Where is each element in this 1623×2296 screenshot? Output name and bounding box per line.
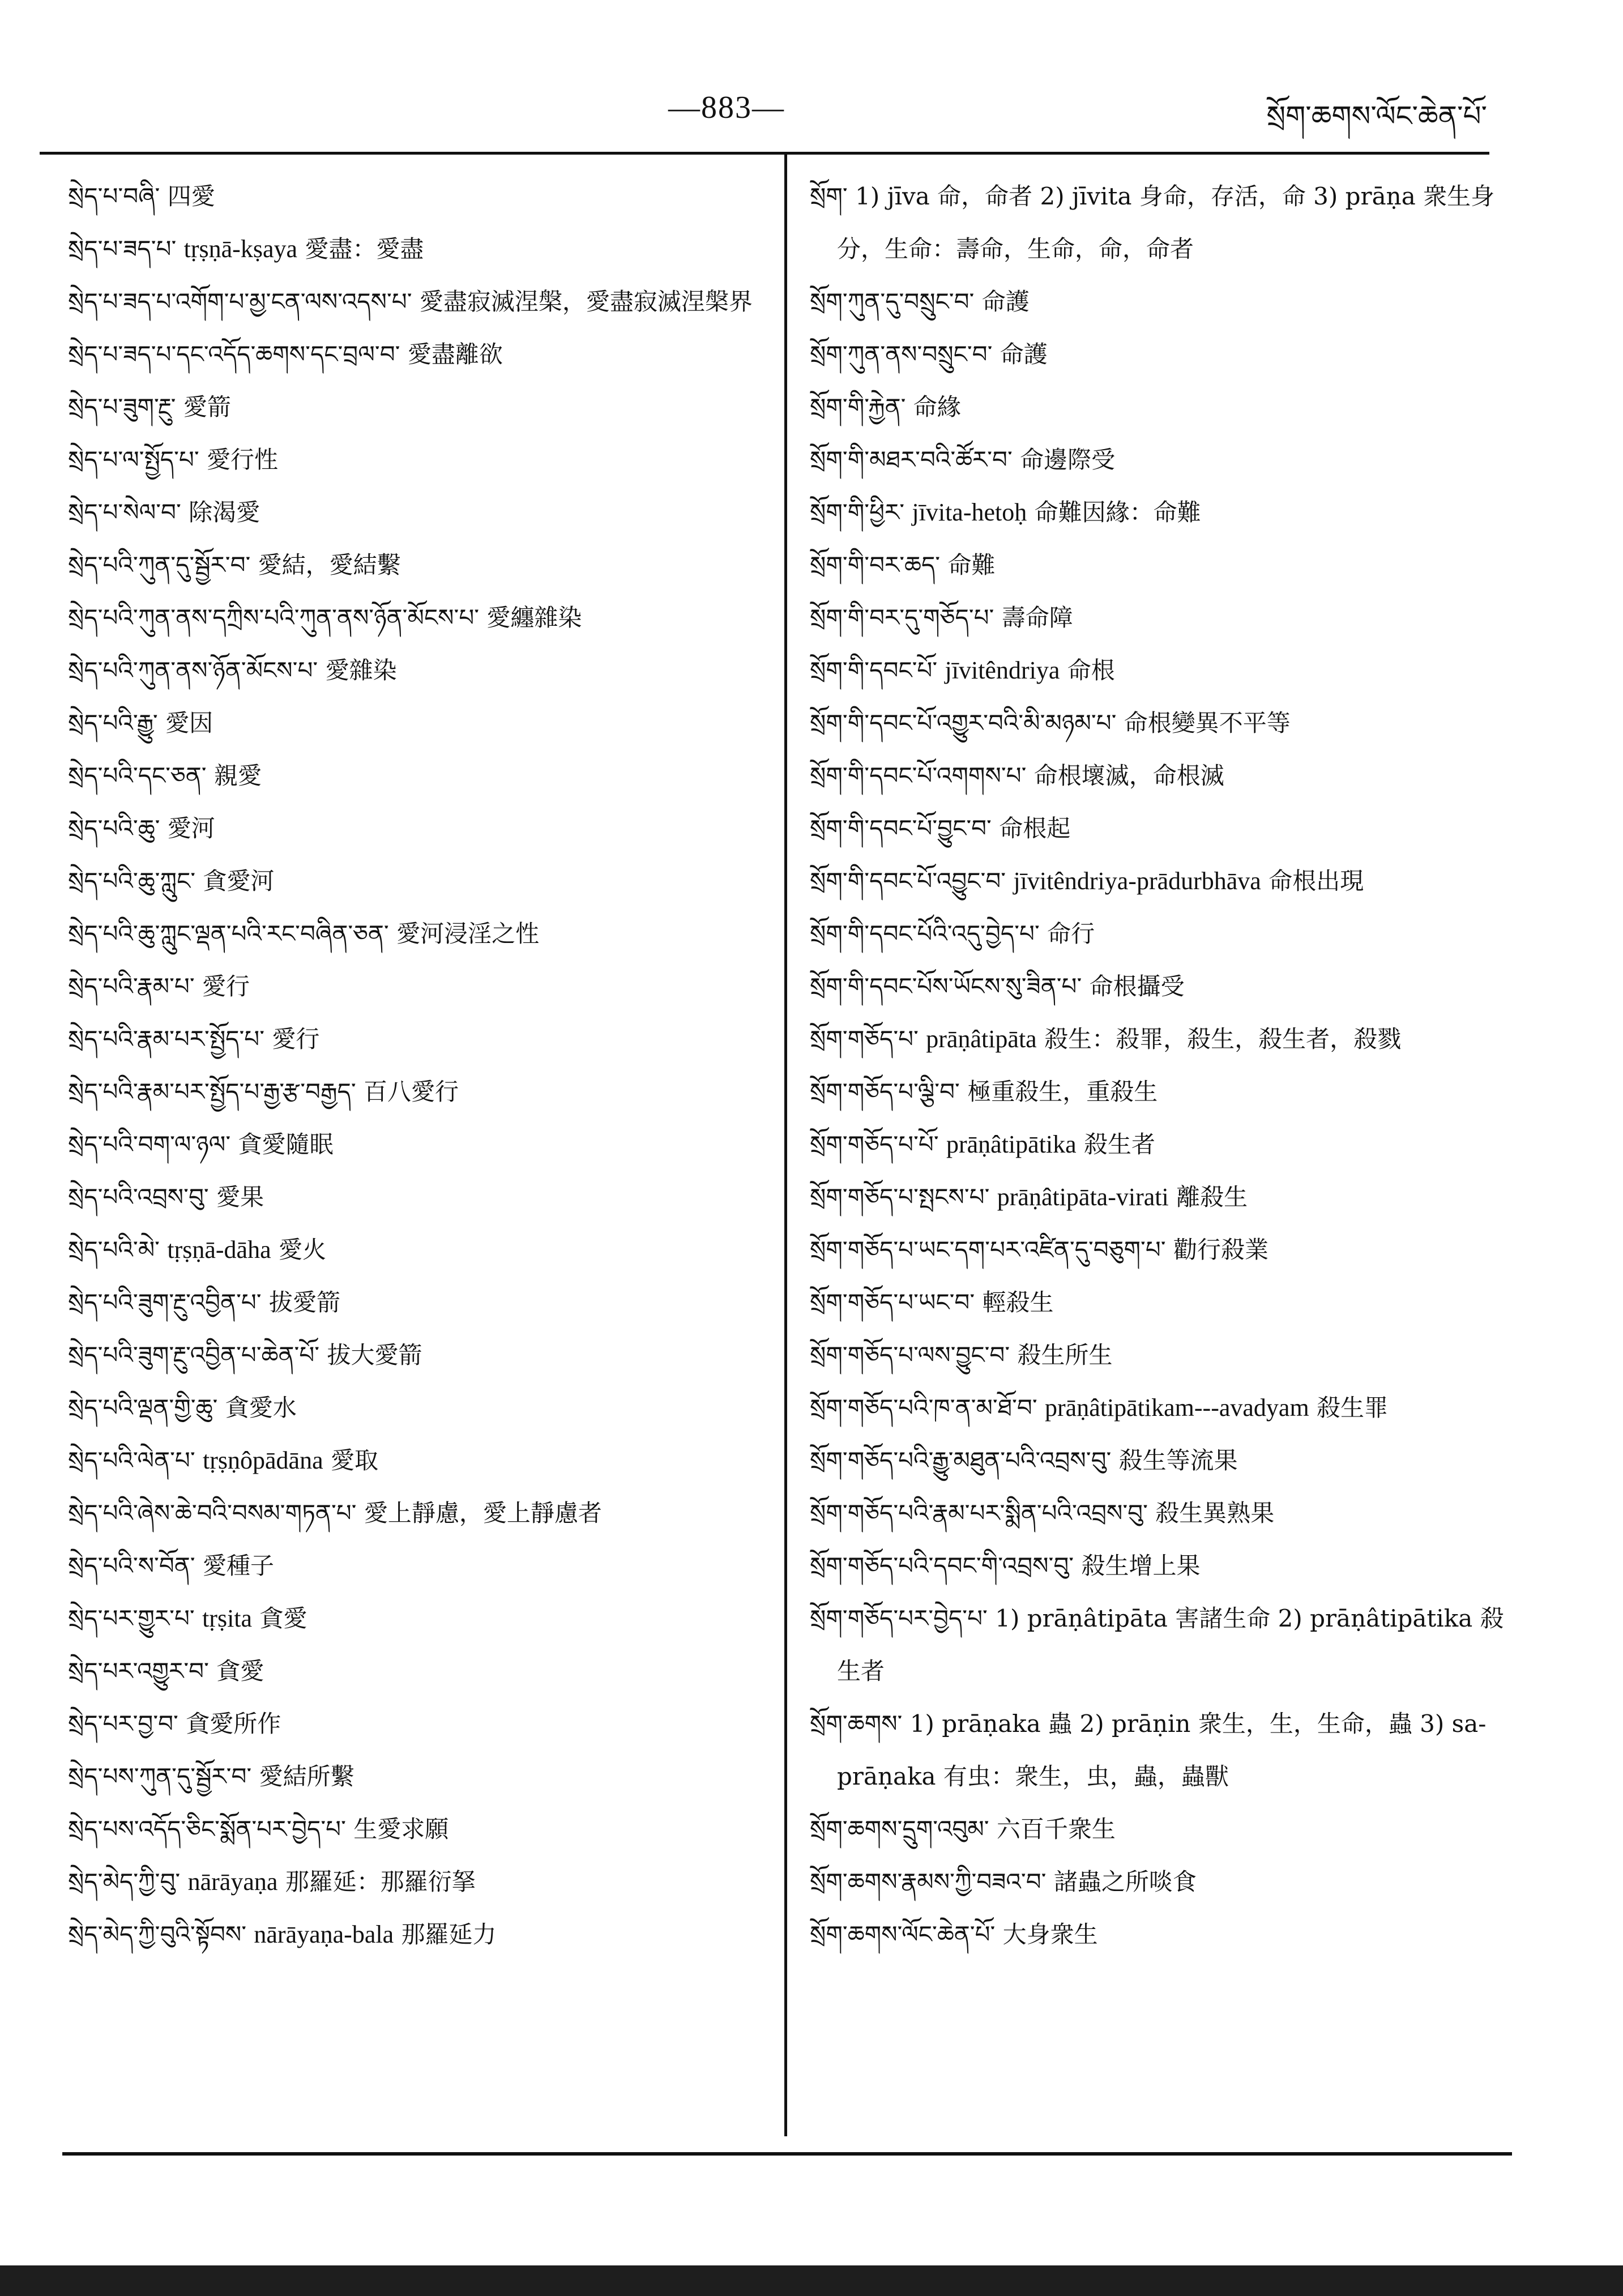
chinese-gloss: 輕殺生: [982, 1288, 1054, 1316]
dictionary-entry: [68, 1908, 776, 1961]
chinese-gloss: 愛盡：愛盡: [305, 235, 424, 263]
chinese-gloss: 離殺生: [1176, 1183, 1248, 1211]
chinese-gloss: 愛果: [216, 1183, 264, 1211]
chinese-gloss: 除渴愛: [189, 498, 260, 526]
tibetan-term: སྲོག་ཀུན་ནས་བསྲུང་བ་: [810, 340, 993, 368]
dictionary-entry: [68, 1381, 776, 1434]
chinese-gloss: 愛上靜慮，愛上靜慮者: [364, 1499, 602, 1527]
tibetan-term: སྲེད་པར་གྱུར་པ་: [68, 1604, 195, 1632]
chinese-gloss: 那羅延力: [401, 1921, 497, 1948]
tibetan-term: སྲོག་ཆགས་: [810, 1710, 903, 1738]
chinese-gloss: 1) jīva 命，命者 2) jīvita 身命，存活，命 3) prāṇa 衆生身分，生命：壽命，生命，命，命者: [837, 182, 1495, 263]
dictionary-entry: [810, 591, 1518, 644]
chinese-gloss: 命根變異不平等: [1124, 709, 1291, 737]
dictionary-entry: [68, 1697, 776, 1750]
dictionary-entry: [68, 1013, 776, 1065]
dictionary-entry: [68, 1539, 776, 1592]
sanskrit-equivalent: tṛṣṇôpādāna: [203, 1446, 323, 1474]
dictionary-entry: [810, 381, 1518, 433]
tibetan-term: སྲོག་གཅོད་པ་ལས་བྱུང་བ་: [810, 1341, 1010, 1369]
dictionary-entry: [810, 1065, 1518, 1118]
chinese-gloss: 殺生等流果: [1118, 1446, 1238, 1474]
dictionary-entry: [810, 960, 1518, 1013]
tibetan-term: སྲེད་མེད་ཀྱི་བུ་: [68, 1868, 181, 1896]
tibetan-term: སྲེད་པའི་རྒྱུ་: [68, 709, 158, 737]
tibetan-term: སྲོག་གཅོད་པ་: [810, 1025, 919, 1053]
running-head: སྲོག་ཆགས་ལོང་ཆེན་པོ་: [1266, 100, 1487, 133]
chinese-gloss: 愛纏雜染: [486, 604, 582, 631]
dictionary-entry: [810, 1487, 1518, 1539]
dictionary-entry: [68, 1855, 776, 1908]
chinese-gloss: 拔大愛箭: [327, 1341, 422, 1369]
tibetan-term: སྲེད་པའི་ས་བོན་: [68, 1552, 195, 1580]
left-column: [68, 170, 776, 1961]
tibetan-term: སྲོག་གཅོད་པའི་ཁ་ན་མ་ཐོ་བ་: [810, 1394, 1037, 1422]
right-column: [810, 170, 1518, 1961]
dictionary-entry: [810, 802, 1518, 855]
chinese-gloss: 大身衆生: [1002, 1921, 1098, 1948]
tibetan-term: སྲོག་གི་དབང་པོས་ཡོངས་སུ་ཟིན་པ་: [810, 972, 1082, 1000]
dictionary-entry: [810, 749, 1518, 802]
tibetan-term: སྲོག་གི་བར་དུ་གཅོད་པ་: [810, 604, 994, 631]
chinese-gloss: 愛雜染: [325, 656, 397, 684]
chinese-gloss: 殺生所生: [1017, 1341, 1113, 1369]
tibetan-term: སྲེད་པ་བཞི་: [68, 182, 160, 210]
tibetan-term: སྲེད་པ་སེལ་བ་: [68, 498, 181, 526]
chinese-gloss: 四愛: [167, 182, 215, 210]
tibetan-term: སྲོག་གི་དབང་པོ་འགྱུར་བའི་མི་མཉམ་པ་: [810, 709, 1117, 737]
tibetan-term: སྲོག་གཅོད་པ་སྤངས་པ་: [810, 1183, 990, 1211]
chinese-gloss: 殺生：殺罪，殺生，殺生者，殺戮: [1044, 1025, 1402, 1053]
chinese-gloss: 殺生增上果: [1081, 1552, 1201, 1580]
dictionary-entry: [68, 539, 776, 591]
chinese-gloss: 那羅延：那羅衍拏: [285, 1868, 476, 1896]
dictionary-entry: [68, 1065, 776, 1118]
dictionary-entry: [68, 381, 776, 433]
chinese-gloss: 1) prāṇâtipāta 害諸生命 2) prāṇâtipātika 殺生者: [837, 1604, 1504, 1685]
dictionary-entry: [810, 1381, 1518, 1434]
chinese-gloss: 命難因緣：命難: [1034, 498, 1201, 526]
sanskrit-equivalent: nārāyaṇa-bala: [254, 1921, 394, 1948]
tibetan-term: སྲོག་གི་དབང་པོ་འབྱུང་བ་: [810, 867, 1006, 895]
dictionary-entry: [68, 1434, 776, 1487]
tibetan-term: སྲོག་ཆགས་རྣམས་ཀྱི་བཟའ་བ་: [810, 1868, 1047, 1896]
dictionary-entry: [68, 486, 776, 539]
chinese-gloss: 愛取: [330, 1446, 378, 1474]
dictionary-entry: [68, 855, 776, 907]
tibetan-term: སྲེད་པའི་ཀུན་ནས་ཉོན་མོངས་པ་: [68, 656, 318, 684]
tibetan-term: སྲེད་པའི་ལེན་པ་: [68, 1446, 195, 1474]
dictionary-entry: [810, 1013, 1518, 1065]
dictionary-entry: [810, 1223, 1518, 1276]
chinese-gloss: 1) prāṇaka 蟲 2) prāṇin 衆生，生，生命，蟲 3) sa-prāṇaka 有虫：衆生，虫，蟲，蟲獸: [837, 1710, 1487, 1790]
tibetan-term: སྲོག་ཀུན་དུ་བསྲུང་བ་: [810, 288, 975, 315]
tibetan-term: སྲེད་པའི་རྣམ་པ་: [68, 972, 195, 1000]
chinese-gloss: 愛箭: [183, 393, 231, 421]
chinese-gloss: 命根壞滅，命根滅: [1033, 762, 1224, 789]
dictionary-entry: [68, 1223, 776, 1276]
page-number: —883—: [668, 90, 785, 125]
chinese-gloss: 六百千衆生: [996, 1815, 1116, 1843]
sanskrit-equivalent: prāṇâtipātika: [946, 1130, 1077, 1158]
dictionary-entry: [810, 1276, 1518, 1329]
tibetan-term: སྲོག་གཅོད་པའི་རྣམ་པར་སྨིན་པའི་འབྲས་བུ་: [810, 1499, 1148, 1527]
chinese-gloss: 愛行: [202, 972, 250, 1000]
chinese-gloss: 愛結，愛結繫: [258, 551, 401, 579]
dictionary-entry: [68, 170, 776, 223]
scan-edge-band: [0, 2265, 1623, 2296]
tibetan-term: སྲོག་ཆགས་དྲུག་འབུམ་: [810, 1815, 989, 1843]
dictionary-entry: [810, 1329, 1518, 1381]
dictionary-entry: [810, 1697, 1518, 1803]
chinese-gloss: 殺生罪: [1317, 1394, 1389, 1422]
dictionary-entry: [810, 697, 1518, 749]
chinese-gloss: 命根: [1067, 656, 1115, 684]
tibetan-term: སྲོག་གཅོད་པ་ལྕི་བ་: [810, 1078, 960, 1106]
top-rule: [40, 152, 1489, 155]
chinese-gloss: 貪愛隨眠: [238, 1130, 334, 1158]
chinese-gloss: 生愛求願: [353, 1815, 449, 1843]
tibetan-term: སྲོག་གི་དབང་པོའི་འདུ་བྱེད་པ་: [810, 920, 1040, 948]
chinese-gloss: 殺生異熟果: [1155, 1499, 1275, 1527]
chinese-gloss: 命護: [981, 288, 1030, 315]
tibetan-term: སྲེད་པས་འདོད་ཅིང་སྨོན་པར་བྱེད་པ་: [68, 1815, 346, 1843]
column-divider: [784, 154, 787, 2136]
tibetan-term: སྲོག་གི་དབང་པོ་བྱུང་བ་: [810, 814, 992, 842]
chinese-gloss: 愛河: [167, 814, 215, 842]
tibetan-term: སྲེད་པའི་ཟུག་རྔུ་འབྱིན་པ་: [68, 1288, 262, 1316]
sanskrit-equivalent: tṛṣṇā-dāha: [167, 1236, 271, 1264]
chinese-gloss: 愛河浸淫之性: [396, 920, 540, 948]
tibetan-term: སྲེད་པ་ལ་སྤྱོད་པ་: [68, 446, 199, 473]
chinese-gloss: 命根出現: [1268, 867, 1364, 895]
dictionary-entry: [68, 1592, 776, 1645]
tibetan-term: སྲེད་པ་ཟད་པ་: [68, 235, 177, 263]
chinese-gloss: 貪愛: [259, 1604, 307, 1632]
chinese-gloss: 命根起: [999, 814, 1071, 842]
tibetan-term: སྲོག་གི་བར་ཆད་: [810, 551, 941, 579]
dictionary-entry: [68, 960, 776, 1013]
tibetan-term: སྲེད་པ་ཟད་པ་དང་འདོད་ཆགས་དང་བྲལ་བ་: [68, 340, 400, 368]
dictionary-entry: [68, 223, 776, 275]
dictionary-entry: [810, 855, 1518, 907]
chinese-gloss: 命行: [1047, 920, 1095, 948]
dictionary-entry: [810, 907, 1518, 960]
sanskrit-equivalent: jīvita-hetoḥ: [912, 498, 1027, 526]
dictionary-entry: [68, 749, 776, 802]
dictionary-entry: [68, 591, 776, 644]
dictionary-entry: [810, 275, 1518, 328]
bottom-rule: [62, 2152, 1512, 2156]
dictionary-entry: [810, 1908, 1518, 1961]
dictionary-entry: [810, 1855, 1518, 1908]
dictionary-entry: [810, 539, 1518, 591]
dictionary-entry: [810, 433, 1518, 486]
tibetan-term: སྲོག་ཆགས་ལོང་ཆེན་པོ་: [810, 1921, 996, 1948]
sanskrit-equivalent: tṛṣṇā-kṣaya: [183, 235, 298, 263]
dictionary-entry: [68, 1487, 776, 1539]
chinese-gloss: 命緣: [913, 393, 961, 421]
chinese-gloss: 貪愛河: [203, 867, 275, 895]
tibetan-term: སྲེད་པའི་མེ་: [68, 1236, 160, 1264]
tibetan-term: སྲོག་གི་དབང་པོ་འགགས་པ་: [810, 762, 1027, 789]
sanskrit-equivalent: prāṇâtipātikam---avadyam: [1045, 1394, 1309, 1422]
chinese-gloss: 愛結所繫: [259, 1762, 355, 1790]
tibetan-term: སྲེད་པ་ཟད་པ་འགོག་པ་མྱ་ངན་ལས་འདས་པ་: [68, 288, 412, 315]
chinese-gloss: 百八愛行: [364, 1078, 459, 1106]
tibetan-term: སྲེད་པའི་ཆུ་ཀླུང་: [68, 867, 196, 895]
sanskrit-equivalent: nārāyaṇa: [187, 1868, 278, 1896]
dictionary-entry: [810, 1539, 1518, 1592]
tibetan-term: སྲོག་: [810, 182, 848, 210]
tibetan-term: སྲོག་གཅོད་པ་ཡང་བ་: [810, 1288, 975, 1316]
chinese-gloss: 命難: [947, 551, 996, 579]
chinese-gloss: 拔愛箭: [269, 1288, 341, 1316]
chinese-gloss: 極重殺生，重殺生: [967, 1078, 1158, 1106]
tibetan-term: སྲེད་པའི་ཟུག་རྔུ་འབྱིན་པ་ཆེན་པོ་: [68, 1341, 320, 1369]
tibetan-term: སྲེད་པར་བྱ་བ་: [68, 1710, 178, 1738]
chinese-gloss: 命邊際受: [1020, 446, 1116, 473]
dictionary-entry: [68, 907, 776, 960]
tibetan-term: སྲེད་པས་ཀུན་དུ་སྦྱོར་བ་: [68, 1762, 252, 1790]
chinese-gloss: 愛行性: [207, 446, 279, 473]
dictionary-entry: [68, 1329, 776, 1381]
sanskrit-equivalent: prāṇâtipāta: [926, 1025, 1037, 1053]
tibetan-term: སྲེད་པ་ཟུག་རྔུ་: [68, 393, 176, 421]
tibetan-term: སྲོག་གཅོད་པ་པོ་: [810, 1130, 939, 1158]
dictionary-entry: [68, 275, 776, 328]
dictionary-entry: [68, 802, 776, 855]
dictionary-entry: [68, 1171, 776, 1223]
tibetan-term: སྲེད་པའི་ཆུ་ཀླུང་ལྡན་པའི་རང་བཞིན་ཅན་: [68, 920, 389, 948]
tibetan-term: སྲེད་མེད་ཀྱི་བུའི་སྟོབས་: [68, 1921, 247, 1948]
chinese-gloss: 命根攝受: [1089, 972, 1185, 1000]
chinese-gloss: 貪愛水: [225, 1394, 297, 1422]
dictionary-entry: [68, 1118, 776, 1171]
sanskrit-equivalent: jīvitêndriya-prādurbhāva: [1013, 867, 1261, 895]
tibetan-term: སྲེད་པའི་ཀུན་ནས་དཀྲིས་པའི་ཀུན་ནས་ཉོན་མོངས་པ་: [68, 604, 480, 631]
chinese-gloss: 愛盡寂滅涅槃，愛盡寂滅涅槃界: [419, 288, 753, 315]
chinese-gloss: 命護: [1000, 340, 1048, 368]
tibetan-term: སྲེད་པའི་འབྲས་བུ་: [68, 1183, 209, 1211]
sanskrit-equivalent: tṛṣita: [202, 1604, 253, 1632]
dictionary-entry: [68, 697, 776, 749]
dictionary-entry: [810, 1592, 1518, 1697]
dictionary-entry: [68, 328, 776, 381]
tibetan-term: སྲོག་གི་དབང་པོ་: [810, 656, 938, 684]
chinese-gloss: 愛種子: [202, 1552, 274, 1580]
dictionary-entry: [810, 1803, 1518, 1855]
dictionary-entry: [68, 1645, 776, 1697]
chinese-gloss: 壽命障: [1001, 604, 1073, 631]
sanskrit-equivalent: prāṇâtipāta-virati: [997, 1183, 1169, 1211]
chinese-gloss: 諸蟲之所啖食: [1053, 1868, 1197, 1896]
dictionary-entry: [810, 486, 1518, 539]
sanskrit-equivalent: jīvitêndriya: [945, 656, 1060, 684]
chinese-gloss: 親愛: [213, 762, 262, 789]
tibetan-term: སྲོག་གཅོད་པའི་དབང་གི་འབྲས་བུ་: [810, 1552, 1074, 1580]
chinese-gloss: 貪愛所作: [186, 1710, 281, 1738]
tibetan-term: སྲོག་གཅོད་པའི་རྒྱུ་མཐུན་པའི་འབྲས་བུ་: [810, 1446, 1112, 1474]
tibetan-term: སྲེད་པའི་རྣམ་པར་སྤྱོད་པ་: [68, 1025, 265, 1053]
dictionary-entry: [68, 1276, 776, 1329]
dictionary-entry: [68, 644, 776, 697]
tibetan-term: སྲེད་པའི་ཀུན་དུ་སྦྱོར་བ་: [68, 551, 251, 579]
dictionary-entry: [810, 170, 1518, 275]
tibetan-term: སྲོག་གི་རྐྱེན་: [810, 393, 906, 421]
tibetan-term: སྲེད་པའི་ཆུ་: [68, 814, 160, 842]
chinese-gloss: 愛行: [272, 1025, 320, 1053]
chinese-gloss: 愛盡離欲: [407, 340, 503, 368]
tibetan-term: སྲེད་པའི་ལྡན་གྱི་ཆུ་: [68, 1394, 218, 1422]
chinese-gloss: 勸行殺業: [1173, 1236, 1268, 1264]
chinese-gloss: 殺生者: [1084, 1130, 1156, 1158]
tibetan-term: སྲེད་པར་འགྱུར་བ་: [68, 1657, 209, 1685]
dictionary-entry: [68, 433, 776, 486]
dictionary-entry: [68, 1750, 776, 1803]
tibetan-term: སྲེད་པའི་དང་ཅན་: [68, 762, 207, 789]
dictionary-entry: [810, 644, 1518, 697]
tibetan-term: སྲོག་གི་ཕྱིར་: [810, 498, 905, 526]
tibetan-term: སྲེད་པའི་བག་ལ་ཉལ་: [68, 1130, 231, 1158]
chinese-gloss: 愛火: [278, 1236, 326, 1264]
tibetan-term: སྲེད་པའི་ཞེས་ཆེ་བའི་བསམ་གཏན་པ་: [68, 1499, 357, 1527]
tibetan-term: སྲེད་པའི་རྣམ་པར་སྤྱོད་པ་རྒྱ་རྩ་བརྒྱད་: [68, 1078, 356, 1106]
dictionary-entry: [810, 1434, 1518, 1487]
chinese-gloss: 貪愛: [216, 1657, 264, 1685]
dictionary-entry: [810, 1171, 1518, 1223]
chinese-gloss: 愛因: [165, 709, 213, 737]
dictionary-entry: [810, 328, 1518, 381]
tibetan-term: སྲོག་གཅོད་པ་ཡང་དག་པར་འཛིན་དུ་བཅུག་པ་: [810, 1236, 1166, 1264]
dictionary-entry: [810, 1118, 1518, 1171]
dictionary-entry: [68, 1803, 776, 1855]
tibetan-term: སྲོག་གཅོད་པར་བྱེད་པ་: [810, 1604, 988, 1632]
tibetan-term: སྲོག་གི་མཐར་བའི་ཚོར་བ་: [810, 446, 1013, 473]
